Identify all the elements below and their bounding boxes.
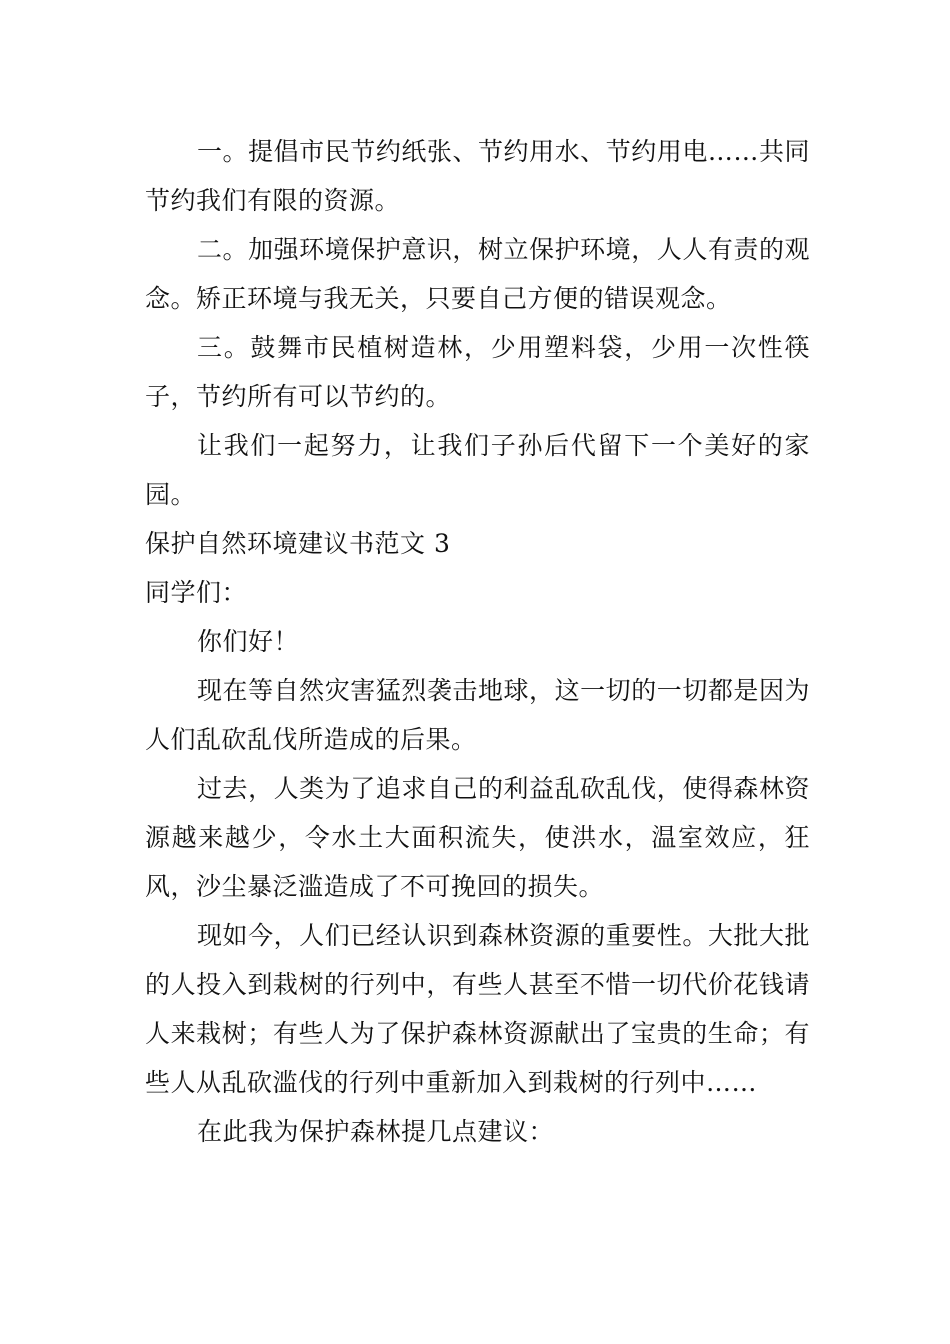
greeting: 你们好！ bbox=[197, 627, 300, 656]
document-body bbox=[145, 127, 810, 1156]
paragraph-1: 一。提倡市民节约纸张、节约用水、节约用电……共同节约我们有限的资源。 bbox=[145, 137, 810, 215]
paragraph-3: 三。鼓舞市民植树造林，少用塑料袋，少用一次性筷子，节约所有可以节约的。 bbox=[145, 333, 810, 411]
paragraph-4: 让我们一起努力，让我们子孙后代留下一个美好的家园。 bbox=[145, 431, 810, 509]
body-paragraph-2: 过去，人类为了追求自己的利益乱砍乱伐，使得森林资源越来越少，令水土大面积流失，使洪水，温室效应，狂风，沙尘暴泛滥造成了不可挽回的损失。 bbox=[145, 774, 810, 901]
paragraph-2: 二。加强环境保护意识，树立保护环境，人人有责的观念。矫正环境与我无关，只要自己方便的错误观念。 bbox=[145, 235, 810, 313]
body-paragraph-4: 在此我为保护森林提几点建议： bbox=[197, 1117, 555, 1146]
section-title: 保护自然环境建议书范文 3 bbox=[145, 529, 451, 558]
salutation: 同学们： bbox=[145, 578, 248, 607]
body-paragraph-1: 现在等自然灾害猛烈袭击地球，这一切的一切都是因为人们乱砍乱伐所造成的后果。 bbox=[145, 676, 810, 754]
body-paragraph-3: 现如今，人们已经认识到森林资源的重要性。大批大批的人投入到栽树的行列中，有些人甚至不惜一切代价花钱请人来栽树；有些人为了保护森林资源献出了宝贵的生命；有些人从乱砍滥伐的行列中重新加入到栽树的行列中…… bbox=[145, 921, 810, 1097]
